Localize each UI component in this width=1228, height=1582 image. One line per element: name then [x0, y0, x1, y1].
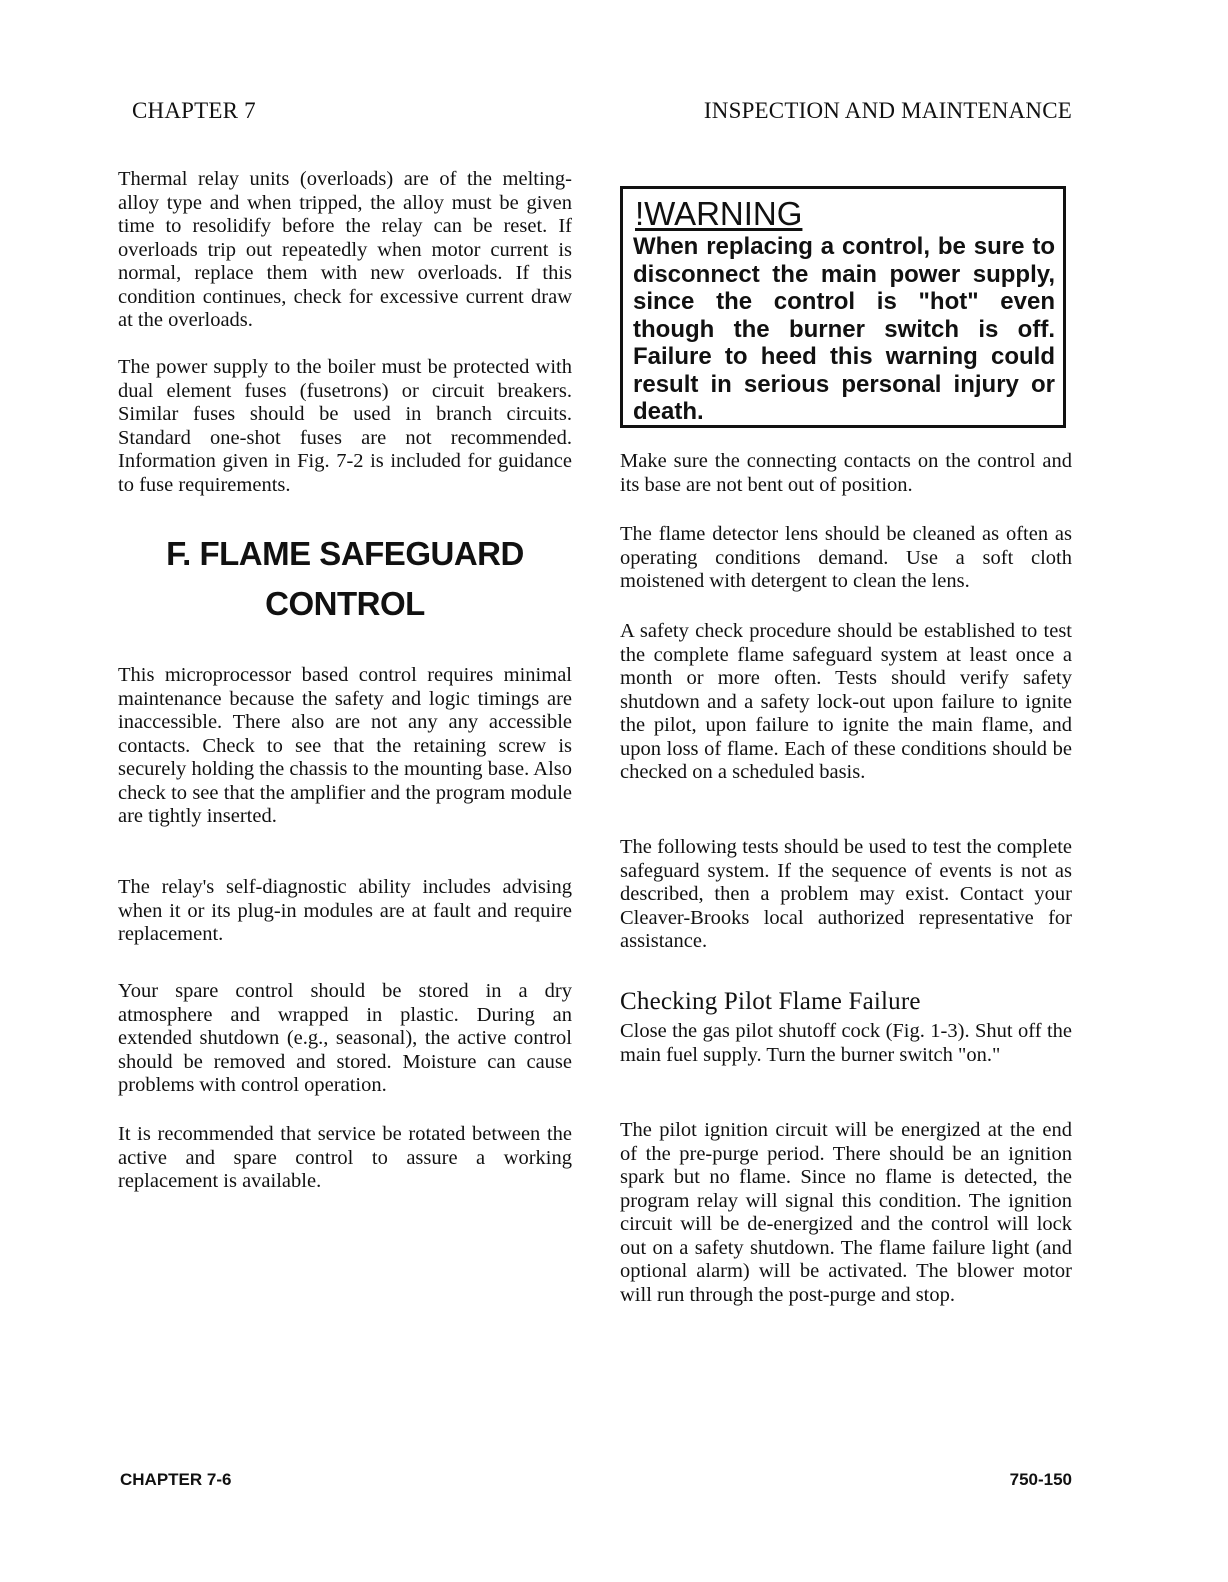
warning-text: When replacing a control, be sure to disconnect the main power supply, since the control is "hot" even though the burner switch is off. Failure to heed this warning could result in serious personal injury or death.	[633, 233, 1055, 425]
subheading-pilot-flame-failure: Checking Pilot Flame Failure	[620, 988, 921, 1015]
paragraph-thermal-relay: Thermal relay units (overloads) are of the melting-alloy type and when tripped, the alloy must be given time to resolidify before the relay can be reset. If overloads trip out repeatedly when motor current is normal, replace them with new overloads. If this condition continues, check for excessive current draw at the overloads.	[118, 168, 572, 331]
section-title-line-2: CONTROL	[265, 585, 425, 622]
paragraph-close-pilot-cock: Close the gas pilot shutoff cock (Fig. 1-3). Shut off the main fuel supply. Turn the burner switch "on."	[620, 1020, 1072, 1066]
paragraph-self-diagnostic: The relay's self-diagnostic ability includes advising when it or its plug-in modules are at fault and require replacement.	[118, 876, 572, 945]
paragraph-pilot-ignition: The pilot ignition circuit will be energized at the end of the pre-purge period. There should be an ignition spark but no flame. Since no flame is detected, the program relay will signal this condition. The ignition circuit will be de-energized and the control will lock out on a safety shutdown. The flame failure light (and optional alarm) will be activated. The blower motor will run through the post-purge and stop.	[620, 1119, 1072, 1306]
header-chapter: CHAPTER 7	[132, 98, 256, 123]
warning-title: !WARNING	[635, 195, 803, 232]
paragraph-spare-control: Your spare control should be stored in a dry atmosphere and wrapped in plastic. During an extended shutdown (e.g., seasonal), the active control should be removed and stored. Moisture can cause problems with control operation.	[118, 980, 572, 1096]
paragraph-service-rotation: It is recommended that service be rotated between the active and spare control to assure a working replacement is available.	[118, 1123, 572, 1192]
paragraph-following-tests: The following tests should be used to test the complete safeguard system. If the sequence of events is not as described, then a problem may exist. Contact your Cleaver-Brooks local authorized representative for assistance.	[620, 836, 1072, 952]
paragraph-power-supply: The power supply to the boiler must be protected with dual element fuses (fusetrons) or circuit breakers. Similar fuses should be used in branch circuits. Standard one-shot fuses are not recommended. Information given in Fig. 7-2 is included for guidance to fuse requirements.	[118, 356, 572, 496]
header-section: INSPECTION AND MAINTENANCE	[703, 98, 1072, 123]
warning-box	[620, 186, 1066, 428]
paragraph-safety-check: A safety check procedure should be established to test the complete flame safeguard system at least once a month or more often. Tests should verify safety shutdown and a safety lock-out upon failure to ignite the pilot, upon failure to ignite the main flame, and upon loss of flame. Each of these conditions should be checked on a scheduled basis.	[620, 620, 1072, 783]
paragraph-detector-lens: The flame detector lens should be cleaned as often as operating conditions demand. Use a soft cloth moistened with detergent to clean the lens.	[620, 523, 1072, 592]
footer-page-number: CHAPTER 7-6	[120, 1470, 232, 1489]
section-title-line-1: F. FLAME SAFEGUARD	[166, 535, 524, 572]
footer-doc-number: 750-150	[1009, 1470, 1072, 1489]
paragraph-connecting-contacts: Make sure the connecting contacts on the control and its base are not bent out of position.	[620, 450, 1072, 496]
paragraph-microprocessor-control: This microprocessor based control requires minimal maintenance because the safety and logic timings are inaccessible. There also are not any any accessible contacts. Check to see that the retaining screw is securely holding the chassis to the mounting base. Also check to see that the amplifier and the program module are tightly inserted.	[118, 664, 572, 827]
